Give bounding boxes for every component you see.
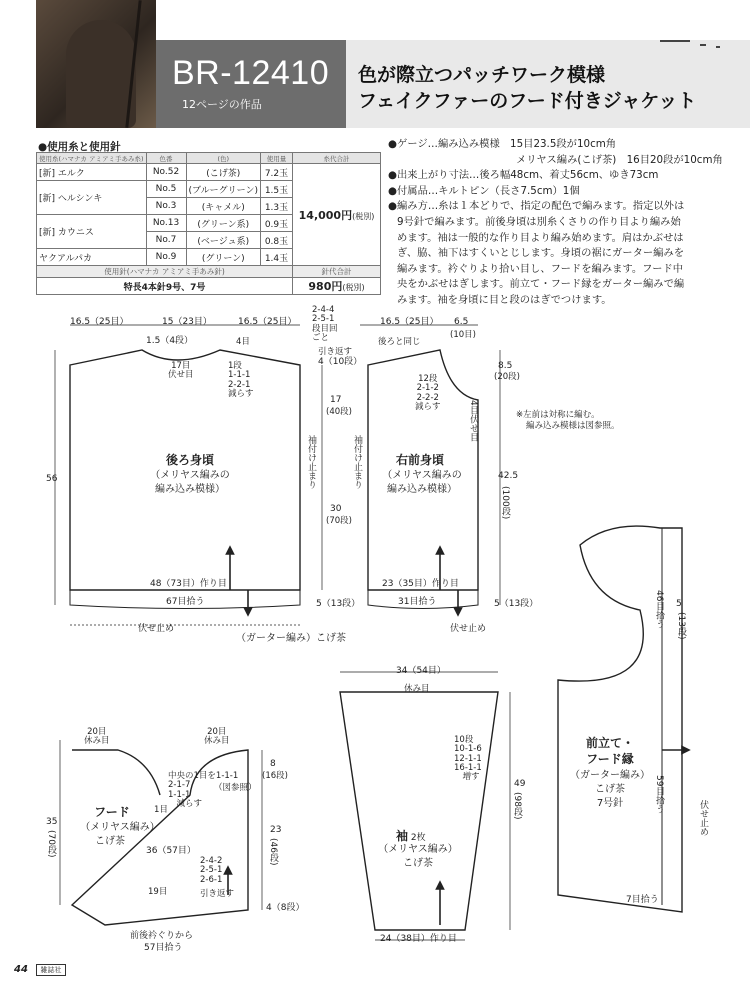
back-side-70r: (70段) bbox=[326, 516, 352, 526]
hood-35: 35 bbox=[46, 817, 58, 827]
hood-23: 23 bbox=[270, 825, 282, 835]
back-side-30: 30 bbox=[330, 504, 342, 514]
hood-one-stitch: 1目 bbox=[154, 805, 168, 815]
band-title-1: 前立て・ bbox=[585, 736, 634, 750]
back-armhole-top: 4（10段） bbox=[318, 357, 363, 367]
shoulder-short-rows: 2-4-4 2-5-1 段目回 ごと bbox=[312, 305, 338, 344]
method-line: 9号針で編みます。前後身頃は別糸くさりの作り目より編み始 bbox=[397, 215, 681, 228]
table-row: No.7 (ベージュ系) 0.8玉 bbox=[37, 232, 381, 249]
dim-front-neck: 6.5 bbox=[454, 317, 469, 327]
band-bind-off: 伏せ止め bbox=[698, 800, 708, 836]
hood-4-8rows: 4（8段） bbox=[266, 903, 305, 913]
band-pick-59: 59目拾う bbox=[654, 775, 664, 814]
band-width: 5 bbox=[676, 599, 682, 609]
needle-header-row: 使用針(ハマナカ アミアミ手あみ針) 針代合計 bbox=[37, 266, 381, 278]
band-13-rows: (13段) bbox=[676, 612, 686, 640]
front-body-title: 右前身頃 bbox=[395, 453, 444, 467]
front-height-rows: (100段) bbox=[500, 486, 510, 520]
band-needle: 7号針 bbox=[596, 798, 624, 809]
needle-row: 特長4本針9号、7号 980円(税別) bbox=[37, 278, 381, 295]
dim-front-shoulder: 16.5（25目） bbox=[380, 317, 439, 327]
col-header-color: (色) bbox=[186, 153, 260, 164]
back-body-title: 後ろ身頃 bbox=[165, 453, 214, 467]
sleeve-49: 49 bbox=[514, 779, 526, 789]
shoulder-turn-label: 引き返す bbox=[318, 347, 353, 357]
sleeve-rest-stitches: 休み目 bbox=[404, 684, 430, 694]
method-line: 央をかぶせはぎします。前立て・フード縁をガーター編みで編 bbox=[397, 278, 685, 291]
band-pick-46: 46目拾う bbox=[654, 590, 664, 629]
front-body-sub1: （メリヤス編みの bbox=[382, 470, 462, 481]
hood-70-rows: (70段) bbox=[46, 830, 56, 858]
band-sub1: （ガーター編み） bbox=[570, 770, 650, 781]
back-shoulder-4st: 4目 bbox=[236, 337, 250, 347]
method-line: 編みます。衿ぐりより拾い目し、フードを編みます。フード中 bbox=[397, 262, 684, 275]
method-line: めます。袖は一般的な作り目より編み始めます。肩はかぶせは bbox=[397, 231, 684, 244]
band-sub2: こげ茶 bbox=[595, 784, 625, 795]
finished-size: ●出来上がり寸法…後ろ幅48cm、着丈56cm、ゆき73cm bbox=[388, 169, 659, 182]
front-sleeve-stop: 袖付け止まり bbox=[352, 435, 362, 489]
back-sleeve-stop: 袖付け止まり bbox=[306, 435, 316, 489]
front-bind-off: 伏せ止め bbox=[450, 624, 487, 634]
hood-width: 36（57目） bbox=[146, 846, 196, 856]
back-armhole-17: 17 bbox=[330, 395, 342, 405]
hood-center-decrease: 中央の1目を1-1-1 2-1-7 1-1-1 減らす bbox=[168, 771, 239, 810]
hood-19-stitches: 19目 bbox=[148, 887, 168, 897]
front-neck-bindoff: 4目伏せ目 bbox=[468, 400, 478, 442]
hood-right-rest: 20目 休み目 bbox=[204, 727, 230, 747]
band-title-2: フード縁 bbox=[586, 752, 634, 766]
hood-turn: 引き返す bbox=[200, 889, 235, 899]
table-row: [新] ヘルシンキ No.5 (ブルーグリーン) 1.5玉 bbox=[37, 181, 381, 198]
dim-back-shoulder-left: 16.5（25目） bbox=[70, 317, 129, 327]
hood-left-rest: 20目 休み目 bbox=[84, 727, 110, 747]
hood-pick-count: 57目拾う bbox=[144, 943, 183, 953]
yarn-total: 14,000円(税別) bbox=[293, 164, 381, 266]
hood-sub2: こげ茶 bbox=[95, 836, 125, 847]
yarn-section-title: ●使用糸と使用針 bbox=[38, 141, 121, 153]
back-body-sub1: （メリヤス編みの bbox=[150, 470, 230, 481]
table-row: [新] エルク No.52 (こげ茶) 7.2玉 14,000円(税別) bbox=[37, 164, 381, 181]
front-hem-depth: 5（13段） bbox=[494, 599, 539, 609]
accessories: ●付属品…キルトピン（長さ7.5cm）1個 bbox=[388, 184, 580, 197]
back-armhole-40r: (40段) bbox=[326, 407, 352, 417]
back-pick-up: 67目拾う bbox=[166, 597, 205, 607]
front-neck-decrease: 12段 2-1-2 2-2-2 減らす bbox=[415, 374, 441, 413]
page-reference: 12ページの作品 bbox=[182, 98, 262, 111]
dim-front-neck-st: (10目) bbox=[450, 330, 476, 340]
gauge-line-2: メリヤス編み(こげ茶) 16目20段が10cm角 bbox=[516, 153, 723, 166]
hood-pick-from: 前後衿ぐりから bbox=[130, 931, 194, 941]
sleeve-top-width: 34（54目） bbox=[396, 666, 446, 676]
front-note-2: 編み込み模様は図参照。 bbox=[526, 421, 620, 431]
sleeve-sub2: こげ茶 bbox=[403, 858, 433, 869]
front-body-sub2: 編み込み模様） bbox=[387, 484, 457, 495]
sleeve-increase: 10段 10-1-6 12-1-1 16-1-1 増す bbox=[454, 735, 482, 783]
front-cast-on: 23（35目）作り目 bbox=[382, 579, 459, 589]
front-same-as-back: 後ろと同じ bbox=[378, 337, 421, 347]
front-neck-depth-rows: (20段) bbox=[494, 372, 520, 382]
col-header-amount: 使用量 bbox=[261, 153, 293, 164]
front-height: 42.5 bbox=[498, 471, 519, 481]
sleeve-cast-on: 24（38目）作り目 bbox=[380, 934, 457, 944]
title-line-2: フェイクファーのフード付きジャケット bbox=[358, 90, 697, 112]
hood-16-rows: (16段) bbox=[262, 771, 288, 781]
back-neck-bindoff: 17目 伏せ目 bbox=[168, 361, 194, 381]
hood-short-rows: 2-4-2 2-5-1 2-6-1 bbox=[200, 856, 223, 885]
back-body-sub2: 編み込み模様） bbox=[155, 484, 225, 495]
back-cast-on: 48（73目）作り目 bbox=[150, 579, 227, 589]
hood-8: 8 bbox=[270, 759, 276, 769]
gauge-line-1: ●ゲージ…編み込み模様 15目23.5段が10cm角 bbox=[388, 138, 617, 150]
publisher-mark: 雑誌社 bbox=[36, 964, 66, 976]
back-neck-depth: 1.5（4段） bbox=[146, 336, 194, 346]
garter-stitch-note: （ガーター編み）こげ茶 bbox=[236, 633, 346, 644]
sleeve-count: 2枚 bbox=[410, 833, 426, 843]
back-hem-depth: 5（13段） bbox=[316, 599, 361, 609]
needle-total: 980円(税別) bbox=[293, 278, 381, 295]
page-number: 44 bbox=[14, 964, 28, 975]
method-line: みます。袖を身頃に目と段のはぎでつけます。 bbox=[397, 293, 612, 306]
dim-back-shoulder-right: 16.5（25目） bbox=[238, 317, 297, 327]
sleeve-title-row bbox=[396, 830, 426, 844]
back-neck-decrease: 1段 1-1-1 2-2-1 減らす bbox=[228, 361, 254, 400]
back-bind-off: 伏せ止め bbox=[138, 624, 175, 634]
col-header-total: 糸代合計 bbox=[293, 153, 381, 164]
sleeve-sub1: （メリヤス編み） bbox=[378, 844, 458, 855]
col-header-yarn: 使用糸(ハマナカ アミアミ手あみ糸) bbox=[37, 153, 147, 164]
hood-see-diagram: （図参照） bbox=[214, 783, 257, 793]
table-row: [新] カウニス No.13 (グリーン系) 0.9玉 bbox=[37, 215, 381, 232]
method-line: ぎ、脇、袖下はすくいとじします。身頃の裾にガーター編みを bbox=[397, 247, 685, 260]
band-outline bbox=[558, 526, 682, 912]
sleeve-outline bbox=[340, 692, 498, 930]
table-row: ヤクアルパカ No.9 (グリーン) 1.4玉 bbox=[37, 249, 381, 266]
front-note-1: ※左前は対称に編む。 bbox=[516, 410, 600, 420]
dim-back-neck: 15（23目） bbox=[162, 317, 212, 327]
pattern-code: BR-12410 bbox=[172, 54, 330, 92]
title-line-1: 色が際立つパッチワーク模様 bbox=[358, 64, 606, 86]
hood-title: フード bbox=[94, 805, 130, 819]
col-header-no: 色番 bbox=[146, 153, 186, 164]
front-pick-up: 31目拾う bbox=[398, 597, 437, 607]
hood-46-rows: (46段) bbox=[268, 838, 278, 866]
table-row: No.3 (キャメル) 1.3玉 bbox=[37, 198, 381, 215]
sleeve-98-rows: (98段) bbox=[512, 792, 522, 820]
hood-sub1: （メリヤス編み） bbox=[80, 822, 160, 833]
front-neck-depth: 8.5 bbox=[498, 361, 513, 371]
band-pick-7: 7目拾う bbox=[626, 895, 659, 905]
sleeve-title: 袖 bbox=[396, 829, 409, 843]
method-line: ●編み方…糸は１本どりで、指定の配色で編みます。指定以外は bbox=[388, 200, 685, 213]
back-height: 56 bbox=[46, 474, 58, 484]
